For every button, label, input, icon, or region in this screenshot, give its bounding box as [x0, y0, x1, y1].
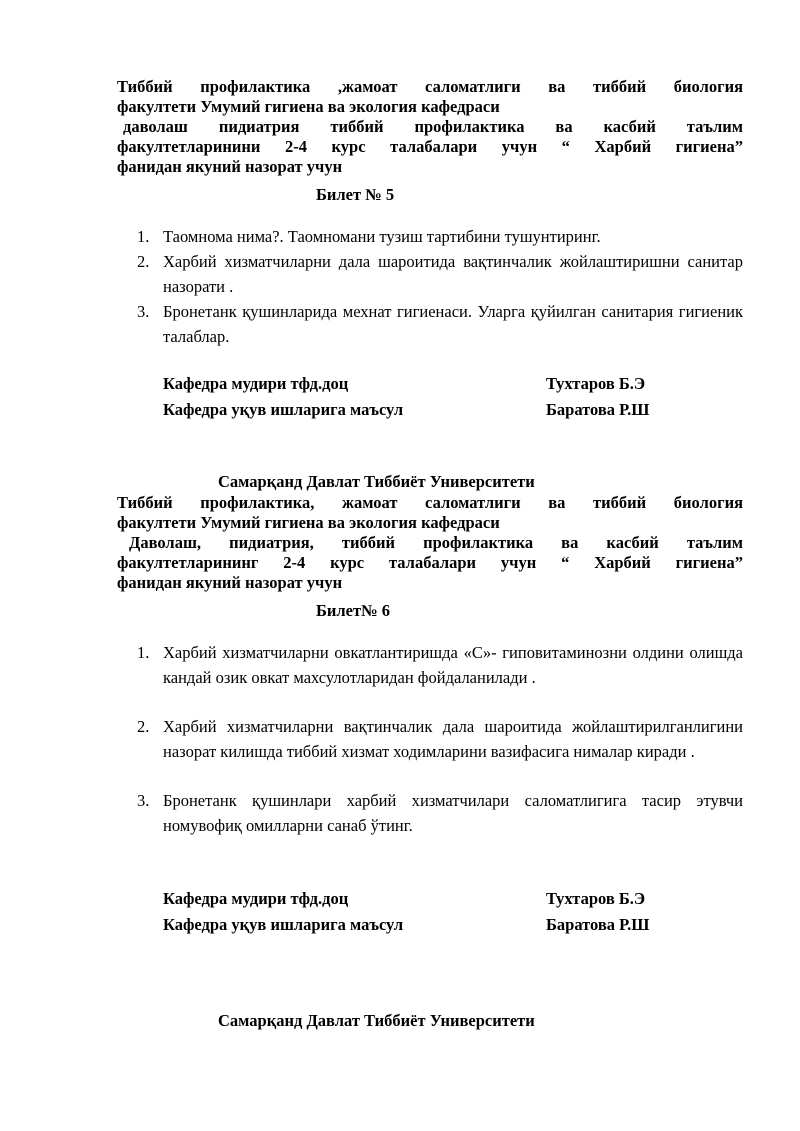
header-line: фанидан якуний назорат учун: [117, 573, 343, 592]
ticket5-label: Билет № 5: [316, 185, 395, 204]
ticket6-questions: [117, 640, 743, 838]
header-line: факултетларининг 2-4 курс талабалари учун “ Харбий гигиена”: [117, 553, 743, 572]
signature-name: Баратова Р.Ш: [546, 915, 650, 934]
question-text: Бронетанк қушинлари харбий хизматчилари саломатлигига тасир этувчи номувофиқ омилларни санаб ўтинг.: [163, 791, 743, 835]
question-item: [117, 224, 743, 249]
signature-row: [163, 886, 683, 912]
next-ticket-university: Самарқанд Давлат Тиббиёт Университети: [218, 1011, 535, 1030]
question-number: 3.: [137, 302, 150, 321]
question-item: [117, 788, 743, 838]
header-line: факултети Умумий гигиена ва экология кафедраси: [117, 97, 500, 116]
question-text: Харбий хизматчиларни овкатлантиришда «С»- гиповитаминозни олдини олишда кандай озик овкат махсулотларидан фойдаланилади .: [163, 643, 743, 687]
signature-row: [163, 912, 683, 938]
question-number: 2.: [137, 717, 150, 736]
header-line: Тиббий профилактика ,жамоат саломатлиги ва тиббий биология: [117, 77, 743, 96]
ticket6-university: Самарқанд Давлат Тиббиёт Университети: [218, 472, 535, 491]
header-line: Тиббий профилактика, жамоат саломатлиги ва тиббий биология: [117, 493, 743, 512]
header-line: фанидан якуний назорат учун: [117, 157, 343, 176]
header-line: даволаш пидиатрия тиббий профилактика ва касбий таълим: [123, 117, 743, 136]
ticket5-questions: [117, 224, 743, 349]
header-line: факултетларинини 2-4 курс талабалари учун “ Харбий гигиена”: [117, 137, 743, 156]
question-number: 2.: [137, 252, 150, 271]
question-text: Таомнома нима?. Таомномани тузиш тартибини тушунтиринг.: [163, 227, 601, 246]
signature-role: Кафедра уқув ишларига маъсул: [163, 915, 404, 934]
question-item: [117, 640, 743, 690]
question-item: [117, 249, 743, 299]
signature-row: [163, 371, 683, 397]
signature-name: Баратова Р.Ш: [546, 400, 650, 419]
question-item: [117, 714, 743, 764]
question-item: [117, 299, 743, 349]
ticket6-header: [117, 493, 743, 593]
signature-role: Кафедра уқув ишларига маъсул: [163, 400, 404, 419]
question-text: Бронетанк қушинларида мехнат гигиенаси. Уларга қуйилган санитария гигиеник талаблар.: [163, 302, 743, 346]
ticket6-label: Билет№ 6: [316, 601, 391, 620]
question-number: 1.: [137, 643, 150, 662]
signature-role: Кафедра мудири тфд.доц: [163, 374, 349, 393]
question-text: Харбий хизматчиларни вақтинчалик дала шароитида жойлаштирилганлигини назорат килишда тиббий хизмат ходимларини вазифасига нималар киради .: [163, 717, 743, 761]
question-number: 3.: [137, 791, 150, 810]
ticket5-signatures: [163, 371, 683, 423]
signature-name: Тухтаров Б.Э: [546, 889, 646, 908]
header-line: факултети Умумий гигиена ва экология кафедраси: [117, 513, 500, 532]
header-line: Даволаш, пидиатрия, тиббий профилактика ва касбий таълим: [129, 533, 743, 552]
ticket6-signatures: [163, 886, 683, 938]
question-number: 1.: [137, 227, 150, 246]
signature-row: [163, 397, 683, 423]
question-text: Харбий хизматчиларни дала шароитида вақтинчалик жойлаштиришни санитар назорати .: [163, 252, 743, 296]
ticket5-header: [117, 77, 743, 177]
signature-name: Тухтаров Б.Э: [546, 374, 646, 393]
signature-role: Кафедра мудири тфд.доц: [163, 889, 349, 908]
